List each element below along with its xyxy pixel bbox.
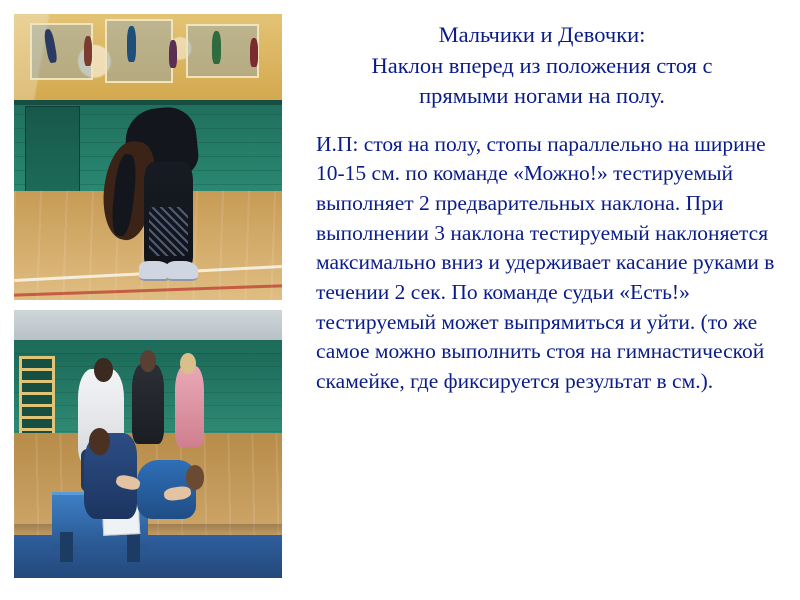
title-line-3: прямыми ногами на полу. bbox=[419, 83, 665, 109]
head bbox=[186, 465, 205, 489]
person-standing-pink bbox=[175, 366, 204, 446]
head bbox=[89, 428, 110, 455]
bench-leg bbox=[60, 532, 73, 561]
slide-body-text: И.П: стоя на полу, стопы параллельно на ширине 10-15 см. по команде «Можно!» тестируемый выполняет 2 предварительных наклона. При выполнении 3 наклона тестируемый наклоняется максимально вниз и удерживает касание руками в течении 2 сек. По команде судьи «Есть!» тестируемый может выпрямиться и уйти. (то же самое можно выполнить стоя на гимнастической скамейке, где фиксируется результат в см.). bbox=[316, 131, 775, 394]
mural-figure bbox=[84, 36, 92, 66]
mural-figure bbox=[169, 40, 177, 68]
shoe bbox=[166, 261, 198, 282]
mural-figure bbox=[127, 26, 136, 62]
slide-title bbox=[300, 20, 784, 112]
mural-frame bbox=[186, 24, 260, 78]
bench-leg bbox=[127, 532, 140, 561]
person-standing-dark bbox=[132, 364, 164, 444]
floor-marking bbox=[14, 284, 282, 296]
leggings-pattern bbox=[149, 207, 188, 256]
title-line-2: Наклон вперед из положения стоя с bbox=[371, 52, 713, 78]
gym-door bbox=[25, 106, 81, 194]
title-line-1: Мальчики и Девочки: bbox=[438, 22, 646, 47]
photo-girl-forward-bend bbox=[14, 14, 282, 300]
mural-figure bbox=[212, 31, 221, 64]
head bbox=[140, 350, 156, 371]
gym-scene-top bbox=[14, 14, 282, 300]
gym-scene-bottom bbox=[14, 310, 282, 578]
photo-testing-on-bench bbox=[14, 310, 282, 578]
text-column bbox=[300, 20, 784, 397]
person-bending bbox=[94, 71, 217, 277]
mural-figure bbox=[250, 38, 258, 67]
